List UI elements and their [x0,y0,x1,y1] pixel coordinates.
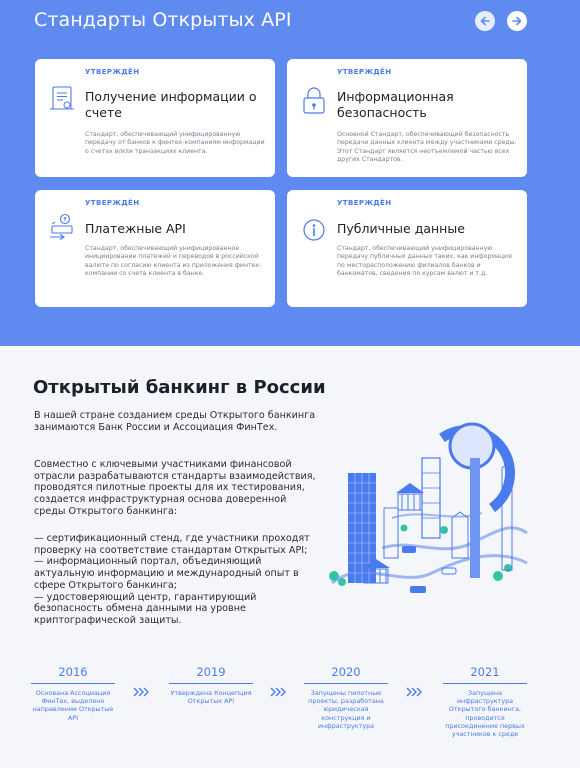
timeline-divider [443,683,527,684]
carousel-next-button[interactable] [507,11,527,31]
timeline-year: 2020 [331,665,361,679]
double-chevron-right-icon [133,687,151,697]
card-title: Получение информации о счете [85,89,257,120]
intro-paragraph: В нашей стране созданием среды Открытого банкинга занимаются Банк России и Ассоциация ФинТех. [34,410,316,433]
document-certificate-icon [48,83,76,115]
timeline-item-2016 [25,665,121,722]
timeline-divider [169,683,253,684]
card-description: Стандарт, обеспечивающий унифицированную передачу публичных данных таких, как информация по месторасположению филиалов банков и банкоматов, сведения по курсам валют и т.д. [337,245,512,278]
card-title: Платежные API [85,221,186,236]
open-banking-title: Открытый банкинг в России [33,377,326,398]
status-badge: УТВЕРЖДЁН [85,68,140,76]
double-chevron-right-icon [270,687,288,697]
payment-transfer-icon [48,212,76,244]
section-title: Стандарты Открытых API [34,9,292,31]
standard-card-public-data[interactable] [287,190,527,307]
lock-icon [300,85,328,117]
standards-section [0,0,580,346]
double-chevron-right-icon [406,687,424,697]
standard-card-account-info[interactable] [35,59,275,177]
standard-card-payments[interactable] [35,190,275,307]
card-title: Информационная безопасность [337,89,454,120]
timeline-year: 2016 [58,665,88,679]
timeline-item-2019 [163,665,259,705]
card-description: Стандарт, обеспечивающий унифицированную передачу от банков к финтех-компаниям информации о счетах и/или транзакциях клиента. [85,131,265,155]
status-badge: УТВЕРЖДЁН [337,68,392,76]
card-description: Основной Стандарт, обеспечивающий безопасность передачи данных клиента между участниками среды. Этот Стандарт является неотъемлемой частью всех других Стандартов. [337,131,517,164]
timeline-text: Запущена инфраструктура Открытого банкинга, проводится присоединение первых участников к среде [445,689,525,739]
timeline-divider [31,683,115,684]
infrastructure-list: — сертификационный стенд, где участники проходят проверку на соответствие стандартам Открытых API; — информационный портал, объединяющий актуальную информацию и международный опыт в сфере Открытого банкинга; — удостоверяющий центр, гарантирующий безопасность обмена данными на уровне криптографической защиты. [34,533,310,626]
timeline-text: Основана Ассоциация ФинТех, выделено направление Открытые API [32,689,114,722]
history-timeline [0,665,580,768]
timeline-text: Запущены пилотные проекты, разработана юридическая конструкция и инфраструктура [308,689,384,730]
standard-card-security[interactable] [287,59,527,177]
status-badge: УТВЕРЖДЁН [337,199,392,207]
city-illustration [322,398,532,610]
cooperation-paragraph: Совместно с ключевыми участниками финансовой отрасли разрабатываются стандарты взаимодействия, проводятся пилотные проекты для их тестирования, создается инфраструктурная основа доверенной среды Открытого банкинга: [34,459,316,517]
card-title: Публичные данные [337,221,465,236]
arrow-right-icon [511,15,523,27]
timeline-text: Утверждена Концепция Открытых API [170,689,252,706]
timeline-item-2021 [437,665,533,738]
timeline-divider [304,683,388,684]
card-description: Стандарт, обеспечивающий унифицированное инициирование платежей и переводов в российской валюте по согласию клиента из приложения финтех-компании со счета клиента в банке. [85,245,262,278]
timeline-year: 2019 [196,665,226,679]
carousel-prev-button[interactable] [475,11,495,31]
info-icon [300,214,328,246]
status-badge: УТВЕРЖДЁН [85,199,140,207]
timeline-year: 2021 [470,665,500,679]
timeline-item-2020 [298,665,394,730]
arrow-left-icon [479,15,491,27]
